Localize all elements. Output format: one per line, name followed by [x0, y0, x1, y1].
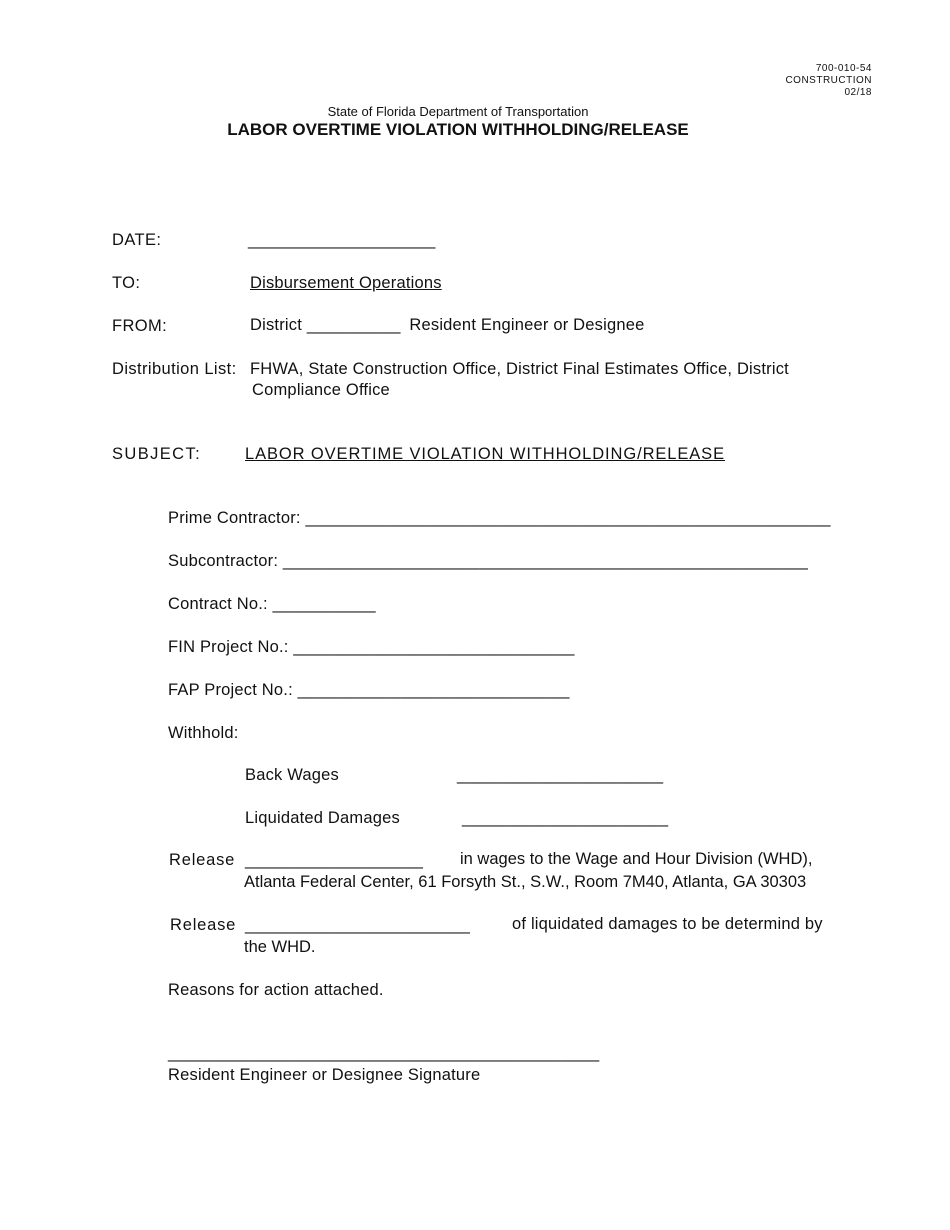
prime-contractor-label: Prime Contractor:	[168, 509, 301, 527]
signature-label	[168, 1066, 480, 1085]
signature-field[interactable]: ______________________________________________	[168, 1044, 600, 1062]
signature-label-b: or Designee	[311, 1066, 404, 1084]
prime-contractor-field[interactable]: ________________________________________________________	[305, 509, 831, 527]
signature-label-c: Signature	[407, 1066, 481, 1084]
contract-no-field[interactable]: ___________	[272, 595, 376, 613]
release-wages-text-line1: in wages to the Wage and Hour Division (WHD),	[460, 850, 813, 868]
form-number: 700-010-54	[815, 63, 872, 74]
subcontractor-label: Subcontractor:	[168, 552, 279, 570]
contract-no-row	[168, 595, 376, 614]
subject-label: SUBJECT:	[112, 445, 202, 463]
form-date: 02/18	[844, 87, 872, 98]
to-label: TO:	[112, 274, 141, 292]
page-title: LABOR OVERTIME VIOLATION WITHHOLDING/RELEASE	[227, 120, 689, 139]
fin-project-row	[168, 638, 575, 657]
from-engineer: Resident Engineer	[409, 316, 549, 334]
liquidated-damages-label: Liquidated Damages	[245, 809, 400, 827]
back-wages-field[interactable]: ______________________	[457, 766, 664, 784]
release-damages-text-a: of liquidated damages	[512, 915, 678, 933]
fap-project-label: FAP Project No.:	[168, 681, 293, 699]
release-damages-field[interactable]: ________________________	[245, 916, 471, 934]
fin-project-field[interactable]: ______________________________	[293, 638, 575, 656]
fap-project-row	[168, 681, 570, 700]
prime-contractor-row	[168, 509, 831, 528]
reasons-text: Reasons for action attached.	[168, 981, 384, 999]
withhold-label: Withhold:	[168, 724, 239, 742]
release-damages-text-line2: the WHD.	[244, 938, 316, 956]
date-label: DATE:	[112, 231, 162, 249]
from-or-designee: or Designee	[553, 316, 645, 334]
distribution-line1: FHWA, State Construction Office, District Final Estimates Office, District	[250, 360, 789, 378]
release-damages-label: Release	[170, 916, 237, 934]
release-wages-field[interactable]: ___________________	[245, 851, 424, 869]
back-wages-label: Back Wages	[245, 766, 340, 784]
subcontractor-field[interactable]: ________________________________________________________	[282, 552, 808, 570]
distribution-label: Distribution List:	[112, 360, 237, 378]
release-damages-text-b: to be determind by	[682, 915, 823, 933]
form-category: CONSTRUCTION	[785, 75, 872, 86]
fap-project-field[interactable]: _____________________________	[297, 681, 570, 699]
from-district: District	[250, 316, 303, 334]
distribution-line2: Compliance Office	[252, 381, 390, 399]
signature-label-a: Resident Engineer	[168, 1066, 308, 1084]
from-label: FROM:	[112, 317, 168, 335]
from-district-field[interactable]: __________	[306, 316, 401, 334]
agency-name: State of Florida Department of Transportation	[327, 104, 589, 119]
release-wages-label: Release	[169, 851, 236, 869]
release-wages-text-line2: Atlanta Federal Center, 61 Forsyth St., S.W., Room 7M40, Atlanta, GA 30303	[244, 873, 807, 891]
subcontractor-row	[168, 552, 808, 571]
fin-project-label: FIN Project No.:	[168, 638, 289, 656]
subject-value: LABOR OVERTIME VIOLATION WITHHOLDING/RELEASE	[245, 445, 725, 463]
form-code	[785, 63, 872, 99]
from-line	[250, 316, 645, 335]
liquidated-damages-field[interactable]: ______________________	[462, 809, 669, 827]
release-damages-text	[512, 915, 823, 934]
to-value: Disbursement Operations	[250, 274, 442, 292]
contract-no-label: Contract No.:	[168, 595, 268, 613]
date-field[interactable]: ____________________	[248, 231, 436, 249]
